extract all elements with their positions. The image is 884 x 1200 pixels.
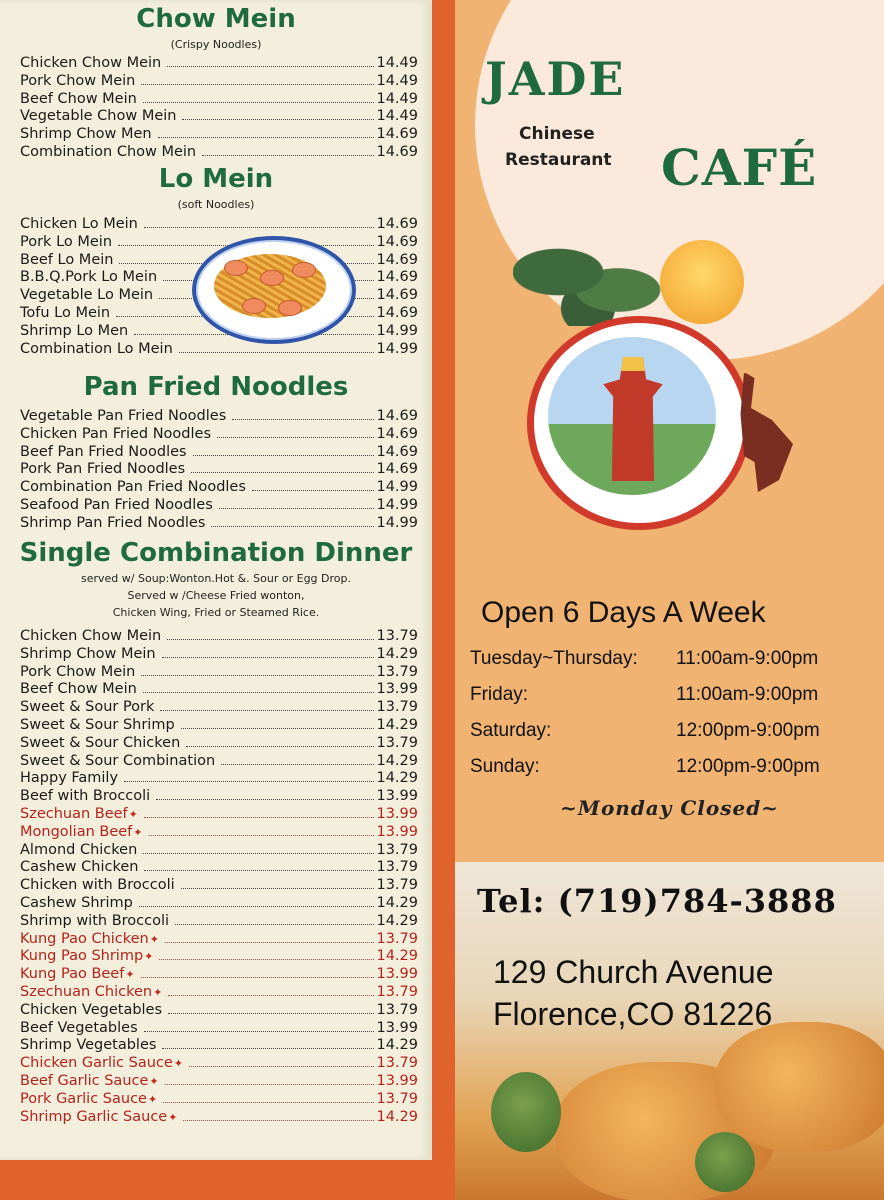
chili-pepper-icon: ✦	[147, 1092, 158, 1106]
menu-item-name: Pork Pan Fried Noodles	[20, 461, 186, 478]
tree-icon	[513, 236, 663, 326]
menu-item-price: 14.49	[376, 72, 418, 89]
tagline-chinese: Chinese	[519, 124, 595, 144]
leader-dots	[221, 764, 374, 765]
hours-day: Sunday:	[470, 756, 540, 777]
menu-item-name: Kung Pao Shrimp	[20, 948, 144, 965]
menu-item-price: 14.69	[376, 126, 418, 143]
menu-item	[20, 497, 418, 515]
leader-dots	[182, 119, 374, 120]
menu-item	[20, 628, 418, 646]
menu-item-price: 13.79	[376, 699, 418, 716]
menu-item-price: 13.79	[376, 663, 418, 680]
menu-item	[20, 681, 418, 699]
menu-item-name: Cashew Shrimp	[20, 894, 133, 911]
chili-pepper-icon: ✦	[149, 1074, 159, 1088]
leader-dots	[175, 924, 374, 925]
leader-dots	[143, 102, 375, 103]
broccoli-photo	[491, 1072, 561, 1152]
pagoda-icon	[600, 357, 666, 481]
leader-dots	[141, 977, 375, 978]
menu-item-name: Sweet & Sour Combination	[20, 752, 216, 769]
menu-item	[20, 699, 418, 717]
menu-item-name: Szechuan Chicken	[20, 983, 153, 1000]
pan-fried-list	[20, 408, 418, 533]
leader-dots	[124, 781, 374, 782]
menu-item-name: Shrimp Lo Men	[20, 322, 129, 339]
chili-pepper-icon: ✦	[133, 825, 143, 839]
menu-item-price: 14.69	[376, 287, 418, 304]
menu-item-price: 13.99	[376, 1072, 418, 1089]
menu-item-price: 14.69	[376, 216, 418, 232]
leader-dots	[141, 675, 374, 676]
menu-item-name: Vegetable Chow Mein	[20, 108, 177, 125]
chili-pepper-icon: ✦	[168, 1110, 178, 1124]
menu-item-name: Combination Lo Mein	[20, 340, 173, 357]
menu-item-price: 14.69	[376, 408, 418, 424]
chili-pepper-icon: ✦	[128, 807, 138, 821]
menu-item-name: Beef Lo Mein	[20, 251, 114, 268]
open-days-heading: Open 6 Days A Week	[481, 596, 766, 629]
menu-item-price: 14.69	[376, 233, 418, 250]
menu-item-price: 13.79	[376, 734, 418, 751]
menu-item	[20, 108, 418, 126]
menu-item	[20, 735, 418, 753]
menu-item-price: 14.29	[376, 1108, 418, 1125]
leader-dots	[211, 526, 374, 527]
menu-item-name: Pork Garlic Sauce	[20, 1090, 147, 1107]
leader-dots	[144, 1031, 375, 1032]
leader-dots	[141, 84, 374, 85]
menu-item-name: Chicken Garlic Sauce	[20, 1055, 173, 1072]
menu-item-price: 14.99	[376, 479, 418, 496]
menu-item	[20, 1109, 418, 1127]
menu-item	[20, 341, 418, 359]
leader-dots	[186, 746, 374, 747]
menu-item	[20, 895, 418, 913]
lo-mein-subtitle: (soft Noodles)	[177, 198, 255, 211]
hours-time: 12:00pm-9:00pm	[676, 756, 820, 777]
menu-item-price: 14.69	[376, 143, 418, 160]
menu-item-name: Seafood Pan Fried Noodles	[20, 496, 213, 513]
menu-item-price: 14.29	[376, 770, 418, 787]
combo-title: Single Combination Dinner	[19, 538, 413, 568]
menu-item-price: 13.79	[376, 983, 418, 1000]
menu-item-name: Beef Chow Mein	[20, 681, 137, 698]
menu-item-name: Chicken Vegetables	[20, 1001, 163, 1018]
pan-fried-title: Pan Fried Noodles	[83, 372, 349, 402]
chili-pepper-icon: ✦	[149, 932, 159, 946]
noodle-plate-icon	[192, 236, 356, 344]
menu-item	[20, 824, 418, 842]
menu-item-name: Sweet & Sour Chicken	[20, 734, 181, 751]
menu-item-price: 13.99	[376, 966, 418, 983]
menu-item-name: Kung Pao Beef	[20, 966, 125, 983]
menu-item	[20, 216, 418, 234]
menu-item-price: 13.79	[376, 841, 418, 858]
menu-item-name: Beef Garlic Sauce	[20, 1072, 149, 1089]
hours-time: 12:00pm-9:00pm	[676, 720, 820, 741]
hours-day: Saturday:	[470, 720, 552, 741]
menu-item	[20, 1091, 418, 1109]
menu-item-price: 13.79	[376, 930, 418, 947]
leader-dots	[167, 639, 374, 640]
menu-item-name: Chicken Chow Mein	[20, 628, 162, 644]
menu-item-price: 13.99	[376, 681, 418, 698]
menu-item	[20, 877, 418, 895]
leader-dots	[217, 437, 374, 438]
menu-page	[0, 0, 432, 1160]
leader-dots	[144, 870, 374, 871]
leader-dots	[219, 508, 375, 509]
menu-item-name: Combination Pan Fried Noodles	[20, 479, 246, 496]
menu-item	[20, 1073, 418, 1091]
menu-item-name: Beef Vegetables	[20, 1019, 138, 1036]
menu-item-name: Mongolian Beef	[20, 823, 133, 840]
leader-dots	[144, 817, 375, 818]
address-city: Florence,CO 81226	[493, 996, 773, 1032]
leader-dots	[143, 692, 375, 693]
menu-item	[20, 859, 418, 877]
menu-item	[20, 1037, 418, 1055]
chili-pepper-icon: ✦	[173, 1057, 184, 1071]
hours-time: 11:00am-9:00pm	[676, 684, 819, 705]
menu-item-name: Chicken with Broccoli	[20, 877, 175, 894]
monday-closed: ~Monday Closed~	[560, 796, 779, 820]
menu-item	[20, 788, 418, 806]
leader-dots	[160, 710, 374, 711]
menu-item-name: Beef Pan Fried Noodles	[20, 443, 187, 460]
menu-item-price: 14.69	[376, 304, 418, 321]
menu-item-price: 13.79	[376, 859, 418, 876]
menu-item-name: Chicken Chow Mein	[20, 55, 162, 71]
menu-item-price: 13.99	[376, 1019, 418, 1036]
menu-item-price: 14.29	[376, 912, 418, 929]
broccoli-photo	[695, 1132, 755, 1192]
menu-item-name: Shrimp Chow Men	[20, 126, 152, 143]
leader-dots	[163, 1102, 374, 1103]
cover-page	[455, 0, 884, 862]
menu-item	[20, 444, 418, 462]
menu-item-price: 14.29	[376, 645, 418, 662]
chow-mein-list	[20, 55, 418, 162]
leader-dots	[232, 419, 374, 420]
chili-pepper-icon: ✦	[144, 950, 154, 964]
menu-item-price: 14.69	[376, 251, 418, 268]
leader-dots	[162, 1048, 374, 1049]
menu-item-name: Pork Chow Mein	[20, 663, 136, 680]
fried-chicken-photo	[715, 1022, 884, 1152]
menu-item-price: 14.69	[376, 461, 418, 478]
menu-item-name: Combination Chow Mein	[20, 143, 197, 160]
leader-dots	[144, 227, 375, 228]
menu-item	[20, 966, 418, 984]
menu-item-price: 14.29	[376, 948, 418, 965]
menu-item-name: Shrimp Garlic Sauce	[20, 1108, 168, 1125]
menu-item-price: 13.79	[376, 1001, 418, 1018]
leader-dots	[143, 853, 374, 854]
hours-time: 11:00am-9:00pm	[676, 648, 819, 669]
menu-item-price: 14.49	[376, 108, 418, 125]
combo-note-1: served w/ Soup:Wonton.Hot &. Sour or Egg Drop.	[81, 572, 351, 585]
chili-pepper-icon: ✦	[153, 985, 163, 999]
emblem-scene	[548, 337, 716, 495]
leader-dots	[189, 1066, 374, 1067]
shrimp-icon	[242, 298, 266, 314]
chow-mein-title: Chow Mein	[136, 4, 296, 34]
leader-dots	[139, 906, 375, 907]
menu-item-price: 14.99	[376, 496, 418, 513]
leader-dots	[162, 657, 375, 658]
leader-dots	[191, 472, 374, 473]
menu-item	[20, 1002, 418, 1020]
leader-dots	[252, 490, 375, 491]
menu-item-name: Chicken Lo Mein	[20, 216, 138, 232]
shrimp-icon	[260, 270, 284, 286]
leader-dots	[158, 137, 375, 138]
menu-item-name: Pork Chow Mein	[20, 72, 136, 89]
leader-dots	[168, 995, 374, 996]
menu-item	[20, 664, 418, 682]
menu-item	[20, 646, 418, 664]
menu-item	[20, 1020, 418, 1038]
shrimp-icon	[292, 262, 316, 278]
menu-item-price: 14.99	[376, 340, 418, 357]
menu-item-price: 14.69	[376, 269, 418, 286]
menu-item-name: Vegetable Pan Fried Noodles	[20, 408, 227, 424]
menu-item	[20, 144, 418, 162]
menu-item-name: Beef Chow Mein	[20, 90, 137, 107]
chili-pepper-icon: ✦	[125, 968, 135, 982]
menu-item	[20, 717, 418, 735]
menu-item-price: 13.99	[376, 788, 418, 805]
menu-item-price: 14.99	[376, 322, 418, 339]
food-photo-panel	[455, 862, 884, 1200]
shrimp-icon	[278, 300, 302, 316]
menu-item-price: 14.69	[376, 425, 418, 442]
menu-item-name: Almond Chicken	[20, 841, 138, 858]
menu-item-price: 13.79	[376, 1055, 418, 1072]
menu-item	[20, 753, 418, 771]
menu-item-name: Kung Pao Chicken	[20, 930, 149, 947]
menu-item-name: Happy Family	[20, 770, 119, 787]
leader-dots	[179, 352, 375, 353]
leader-dots	[149, 835, 375, 836]
menu-item	[20, 91, 418, 109]
menu-item-name: Cashew Chicken	[20, 859, 139, 876]
menu-item	[20, 984, 418, 1002]
tagline-restaurant: Restaurant	[505, 150, 612, 170]
chow-mein-subtitle: (Crispy Noodles)	[170, 38, 262, 51]
menu-item-price: 14.99	[376, 514, 418, 531]
menu-item	[20, 479, 418, 497]
menu-item-price: 14.29	[376, 1037, 418, 1054]
menu-item-price: 14.29	[376, 894, 418, 911]
menu-item	[20, 770, 418, 788]
address-street: 129 Church Avenue	[493, 954, 774, 990]
menu-item	[20, 913, 418, 931]
menu-item-price: 14.49	[376, 55, 418, 71]
menu-item	[20, 408, 418, 426]
combo-note-3: Chicken Wing, Fried or Steamed Rice.	[112, 606, 320, 619]
shrimp-icon	[224, 260, 248, 276]
menu-item-price: 14.49	[376, 90, 418, 107]
menu-item-price: 14.69	[376, 443, 418, 460]
leader-dots	[167, 66, 374, 67]
combo-note-2: Served w /Cheese Fried wonton,	[127, 589, 305, 602]
menu-item-price: 13.79	[376, 877, 418, 894]
lo-mein-title: Lo Mein	[158, 164, 274, 194]
menu-item-price: 13.99	[376, 823, 418, 840]
menu-item-name: Shrimp Vegetables	[20, 1037, 157, 1054]
menu-item-name: Shrimp Chow Mein	[20, 645, 156, 662]
menu-item-name: Shrimp with Broccoli	[20, 912, 170, 929]
leader-dots	[165, 1084, 375, 1085]
leader-dots	[181, 888, 375, 889]
menu-item	[20, 1055, 418, 1073]
menu-item-price: 13.99	[376, 805, 418, 822]
hours-day: Tuesday~Thursday:	[470, 648, 638, 669]
menu-item-name: Beef with Broccoli	[20, 788, 151, 805]
menu-item-price: 13.79	[376, 1090, 418, 1107]
menu-item	[20, 842, 418, 860]
leader-dots	[156, 799, 374, 800]
menu-item	[20, 461, 418, 479]
menu-item-price: 14.29	[376, 716, 418, 733]
menu-item-name: Sweet & Sour Shrimp	[20, 716, 175, 733]
menu-item-price: 13.79	[376, 628, 418, 644]
menu-item-name: Chicken Pan Fried Noodles	[20, 425, 211, 442]
brand-cafe: CAFÉ	[661, 138, 818, 197]
menu-item	[20, 806, 418, 824]
menu-item-name: Sweet & Sour Pork	[20, 699, 155, 716]
menu-item-price: 14.29	[376, 752, 418, 769]
menu-item	[20, 55, 418, 73]
combo-list	[20, 628, 418, 1126]
menu-item	[20, 426, 418, 444]
leader-dots	[159, 959, 374, 960]
leader-dots	[183, 1120, 374, 1121]
leader-dots	[168, 1013, 374, 1014]
phone-number: Tel: (719)784-3888	[477, 882, 837, 920]
menu-item	[20, 73, 418, 91]
menu-item	[20, 948, 418, 966]
leader-dots	[193, 455, 375, 456]
leader-dots	[181, 728, 375, 729]
pagoda-emblem-icon	[527, 316, 751, 530]
menu-item	[20, 126, 418, 144]
hours-day: Friday:	[470, 684, 529, 705]
menu-item-name: B.B.Q.Pork Lo Mein	[20, 269, 158, 286]
menu-item	[20, 515, 418, 533]
leader-dots	[165, 942, 375, 943]
menu-item	[20, 931, 418, 949]
menu-item-name: Tofu Lo Mein	[20, 304, 111, 321]
menu-item-name: Pork Lo Mein	[20, 233, 113, 250]
menu-item-name: Vegetable Lo Mein	[20, 287, 154, 304]
menu-item-name: Shrimp Pan Fried Noodles	[20, 514, 206, 531]
sun-icon	[660, 240, 744, 324]
brand-jade: JADE	[485, 52, 626, 106]
menu-item-name: Szechuan Beef	[20, 805, 128, 822]
leader-dots	[202, 155, 374, 156]
